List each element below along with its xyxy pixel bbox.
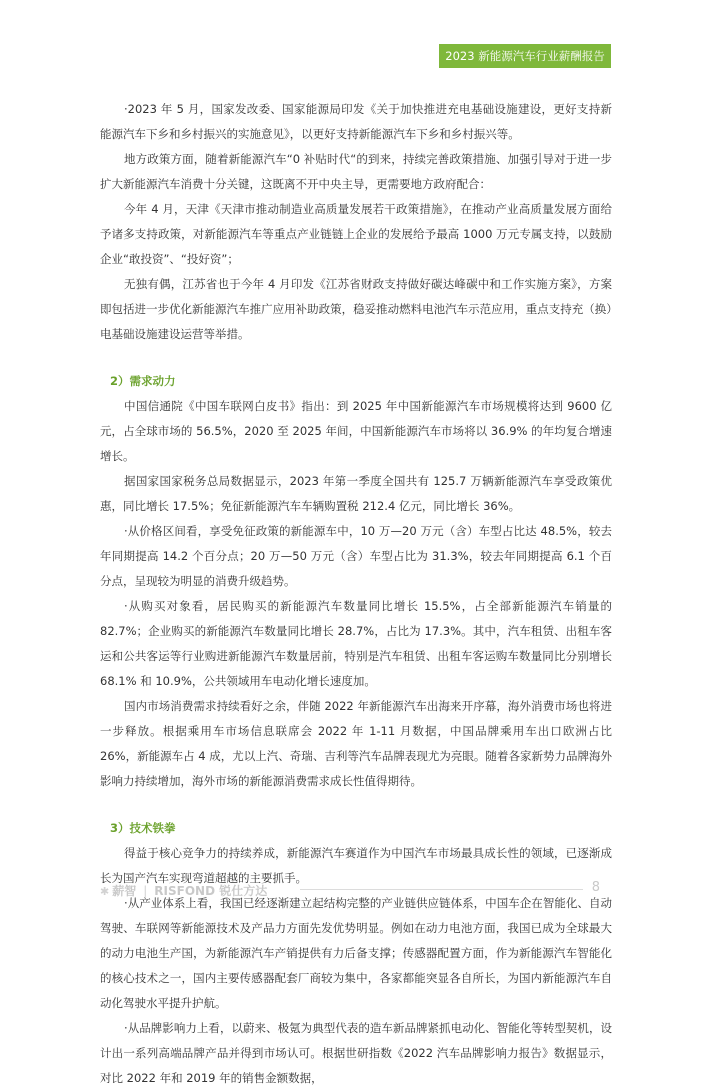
page-number: 8 — [591, 880, 600, 895]
paragraph-competitiveness: 得益于核心竞争力的持续养成，新能源汽车赛道作为中国汽车市场最具成长性的领域，已逐渐成长为国产汽车实现弯道超越的主要抓手。 — [100, 846, 612, 885]
paragraph-industry-system: ·从产业体系上看，我国已经逐渐建立起结构完整的产业链供应链体系，中国车企在智能化、自动驾驶、车联网等新能源技术及产品力方面先发优势明显。例如在动力电池方面，我国已成为全球最大的动力电池生产国，为新能源汽车产销提供有力后备支撑；传感器配置方面，作为新能源汽车智能化的核心技术之一，国内主要传感器配套厂商较为集中，各家都能突显各自所长，为国内新能源汽车自动化驾驶水平提升护航。 — [100, 896, 612, 1010]
xinzhi-logo-icon: ✱ — [100, 885, 110, 898]
paragraph-buyers: ·从购买对象看，居民购买的新能源汽车数量同比增长 15.5%，占全部新能源汽车销量的 82.7%；企业购买的新能源汽车数量同比增长 28.7%，占比为 17.3%。其中，汽车租赁、出租车客运和公共客运等行业购进新能源汽车数量居前，特别是汽车租赁、出租车客运购车数量同比分别增长 68.1% 和 10.9%，公共领域用车电动化增长速度加。 — [100, 599, 612, 688]
paragraph-tax-data: 据国家国家税务总局数据显示，2023 年第一季度全国共有 125.7 万辆新能源汽车享受政策优惠，同比增长 17.5%；免征新能源汽车车辆购置税 212.4 亿元，同比增长 36%。 — [100, 474, 612, 513]
paragraph-brand-influence: ·从品牌影响力上看，以蔚来、极氪为典型代表的造车新品牌紧抓电动化、智能化等转型契机，设计出一系列高端品牌产品并得到市场认可。根据世研指数《2022 汽车品牌影响力报告》数据显示，对比 2022 年和 2019 年的销售金额数据， — [100, 1021, 612, 1085]
logo-risfond-text: RISFOND 锐仕方达 — [154, 884, 268, 898]
page-content — [100, 97, 612, 1091]
logo-xinzhi-text: 薪智 — [112, 884, 137, 898]
paragraph-local-policy: 地方政策方面，随着新能源汽车“0 补贴时代“的到来，持续完善政策措施、加强引导对于进一步扩大新能源汽车消费十分关键，这既离不开中央主导，更需要地方政府配合： — [100, 152, 612, 191]
paragraph-price-range: ·从价格区间看，享受免征政策的新能源车中，10 万—20 万元（含）车型占比达 48.5%，较去年同期提高 14.2 个百分点；20 万—50 万元（含）车型占比为 31.3%，较去年同期提高 6.1 个百分点，呈现较为明显的消费升级趋势。 — [100, 524, 612, 588]
footer-logo — [100, 882, 267, 899]
page-footer — [100, 878, 612, 902]
paragraph-overseas: 国内市场消费需求持续看好之余，伴随 2022 年新能源汽车出海来开序幕，海外消费市场也将进一步释放。根据乘用车市场信息联席会 2022 年 1-11 月数据，中国品牌乘用车出口欧洲占比 26%，新能源车占 4 成，尤以上汽、奇瑞、吉利等汽车品牌表现尤为亮眼。随着各家新势力品牌海外影响力持续增加，海外市场的新能源消费需求成长性值得期待。 — [100, 699, 612, 788]
section-title-technology: 3）技术铁拳 — [110, 821, 176, 835]
section-title-demand: 2）需求动力 — [110, 374, 176, 388]
footer-divider — [300, 889, 583, 890]
logo-separator: | — [143, 884, 148, 898]
paragraph-caict: 中国信通院《中国车联网白皮书》指出：到 2025 年中国新能源汽车市场规模将达到 9600 亿元，占全球市场的 56.5%，2020 至 2025 年间，中国新能源汽车市场将以 36.9% 的年均复合增速增长。 — [100, 399, 612, 463]
paragraph-policy-notice: ·2023 年 5 月，国家发改委、国家能源局印发《关于加快推进充电基础设施建设，更好支持新能源汽车下乡和乡村振兴的实施意见》，以更好支持新能源汽车下乡和乡村振兴等。 — [100, 102, 612, 141]
report-header-title: 2023 新能源汽车行业薪酬报告 — [439, 44, 611, 68]
paragraph-jiangsu: 无独有偶，江苏省也于今年 4 月印发《江苏省财政支持做好碳达峰碳中和工作实施方案》，方案即包括进一步优化新能源汽车推广应用补助政策，稳妥推动燃料电池汽车示范应用，重点支持充（换）电基础设施建设运营等举措。 — [100, 277, 612, 341]
paragraph-tianjin: 今年 4 月，天津《天津市推动制造业高质量发展若干政策措施》，在推动产业高质量发展方面给予诸多支持政策，对新能源汽车等重点产业链链上企业的发展给予最高 1000 万元专属支持，以鼓励企业“敢投资”、“投好资”； — [100, 202, 612, 266]
